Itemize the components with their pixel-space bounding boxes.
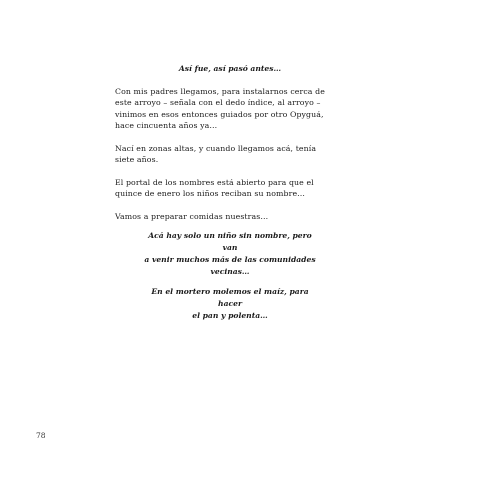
quote-line: Acá hay solo un niño sin nombre, pero van bbox=[148, 231, 312, 252]
quote-line: el pan y polenta… bbox=[192, 311, 268, 320]
paragraph-line: Vamos a preparar comidas nuestras… bbox=[115, 211, 269, 221]
paragraph bbox=[115, 143, 345, 166]
paragraph-line: Con mis padres llegamos, para instalarnos cerca de bbox=[115, 86, 325, 96]
paragraph-line: Nací en zonas altas, y cuando llegamos acá, tenía bbox=[115, 143, 317, 153]
quote bbox=[115, 230, 345, 278]
quote-line: a venir muchos más de las comunidades bbox=[144, 255, 316, 264]
section-heading: Así fue, así pasó antes… bbox=[178, 64, 282, 73]
paragraph-line: vinimos en esos entonces guiados por otro Opyguá, bbox=[115, 109, 324, 119]
paragraph-line: El portal de los nombres está abierto para que el bbox=[115, 177, 314, 187]
quote-line: vecinas… bbox=[210, 267, 250, 276]
paragraph-line: este arroyo – señala con el dedo índice, al arroyo – bbox=[115, 98, 321, 107]
paragraph-line: hace cincuenta años ya… bbox=[115, 121, 218, 130]
paragraph-line: siete años. bbox=[115, 155, 159, 164]
quote bbox=[115, 286, 345, 322]
paragraph bbox=[115, 177, 345, 200]
text-block bbox=[115, 63, 345, 322]
page-number: 78 bbox=[36, 431, 46, 440]
paragraph bbox=[115, 211, 345, 223]
paragraph bbox=[115, 86, 345, 132]
quote-line: En el mortero molemos el maíz, para hacer bbox=[151, 287, 309, 308]
paragraph-line: quince de enero los niños reciban su nombre… bbox=[115, 189, 306, 198]
